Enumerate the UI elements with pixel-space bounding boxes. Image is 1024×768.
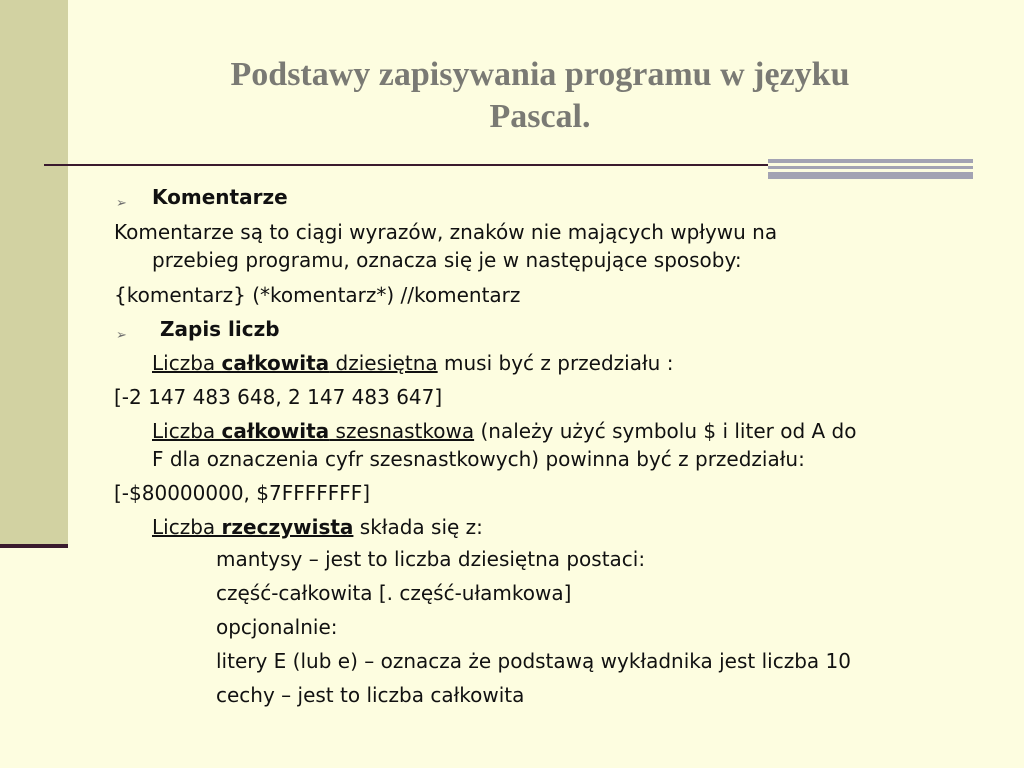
heading-zapis-liczb: Zapis liczb (160, 317, 280, 341)
exponent-letters-line: litery E (lub e) – oznacza że podstawą wykładnika jest liczba 10 (216, 649, 851, 673)
mantysa-form-line: część-całkowita [. część-ułamkowa] (216, 581, 572, 605)
integer-decimal-line: Liczba całkowita dziesiętna musi być z przedziału : (152, 351, 674, 375)
opcjonalnie-line: opcjonalnie: (216, 615, 338, 639)
heading-komentarze: Komentarze (152, 185, 288, 209)
left-decorative-bar (0, 0, 68, 545)
mantysa-line: mantysy – jest to liczba dziesiętna postaci: (216, 547, 646, 571)
slide-title (120, 54, 960, 138)
arrow-bullet-icon: ➢ (116, 196, 127, 211)
integer-hex-line-2: F dla oznaczenia cyfr szesnastkowych) powinna być z przedziału: (152, 447, 805, 471)
integer-hex-range: [-$80000000, $7FFFFFFF] (114, 481, 371, 505)
komentarze-description-line-1: Komentarze są to ciągi wyrazów, znaków nie mających wpływu na (114, 220, 778, 244)
komentarze-description-line-2: przebieg programu, oznacza się je w następujące sposoby: (152, 248, 742, 272)
slide-title-line-1: Podstawy zapisywania programu w języku (230, 56, 850, 93)
left-decorative-rule (0, 544, 68, 548)
komentarze-examples: {komentarz} (*komentarz*) //komentarz (114, 283, 521, 307)
title-divider-line (44, 164, 768, 166)
slide-title-line-2: Pascal. (489, 98, 591, 135)
integer-decimal-range: [-2 147 483 648, 2 147 483 647] (114, 385, 443, 409)
real-number-line: Liczba rzeczywista składa się z: (152, 515, 483, 539)
cecha-line: cechy – jest to liczba całkowita (216, 683, 525, 707)
integer-hex-line-1: Liczba całkowita szesnastkowa (należy użyć symbolu $ i liter od A do (152, 419, 857, 443)
title-divider-accent (768, 159, 973, 179)
arrow-bullet-icon: ➢ (116, 328, 127, 343)
